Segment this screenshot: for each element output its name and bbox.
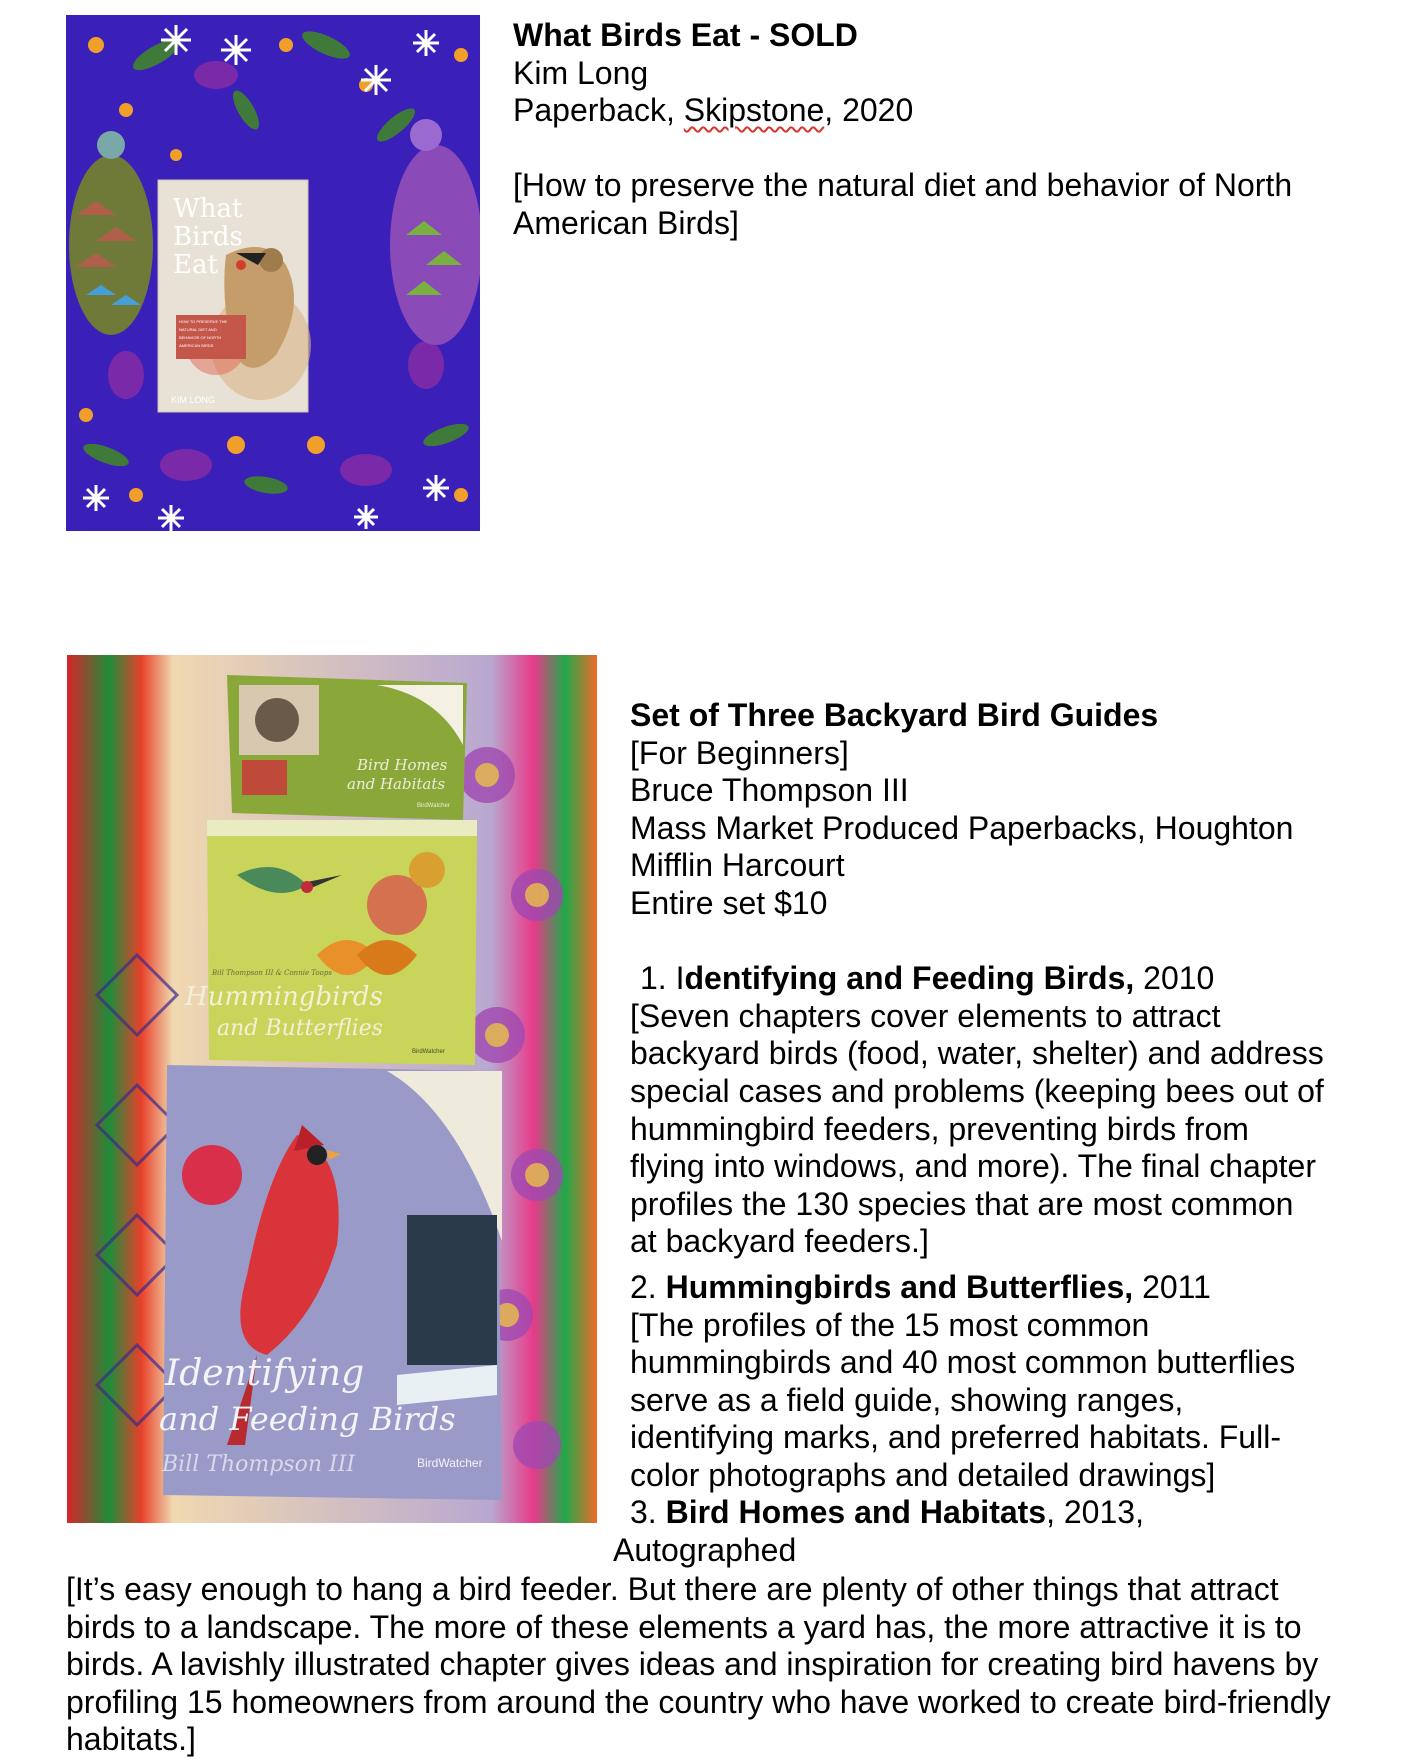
listing1-text: [513, 17, 1292, 243]
listing2-format-line1: Mass Market Produced Paperbacks, Houghton: [630, 809, 1294, 846]
identifying-brand: BirdWatcher: [417, 1456, 483, 1470]
book1-desc-line: at backyard feeders.]: [630, 1223, 929, 1260]
book2-desc-line: identifying marks, and preferred habitats. Full-: [630, 1419, 1281, 1456]
hummingbirds-title-line2: and Butterflies: [217, 1016, 383, 1041]
listing2-title: Set of Three Backyard Bird Guides: [630, 697, 1159, 733]
book1-desc-line: [Seven chapters cover elements to attract: [630, 997, 1221, 1034]
bird-guides-photo: [67, 655, 597, 1523]
listing2-text: [613, 697, 1324, 1570]
book1-year: 2010: [1134, 960, 1215, 997]
book3-title: Bird Homes and Habitats: [665, 1494, 1047, 1531]
bird-homes-title-line1: Bird Homes: [357, 756, 448, 774]
book1-desc-line: hummingbird feeders, preventing birds from: [630, 1110, 1249, 1147]
cover-title-line2: Birds: [173, 222, 243, 252]
book2-desc-line: serve as a field guide, showing ranges,: [630, 1381, 1184, 1418]
listing2-subtitle: [For Beginners]: [630, 734, 849, 771]
book3-num: 3.: [630, 1494, 666, 1531]
bird-homes-title-line2: and Habitats: [347, 775, 446, 793]
book2-year: 2011: [1133, 1268, 1211, 1305]
identifying-birds-cover: [159, 1065, 502, 1500]
listing1-title: What Birds Eat - SOLD: [513, 17, 858, 53]
book3-autographed: Autographed: [613, 1532, 797, 1569]
spellcheck-word-publisher[interactable]: Skipstone: [683, 92, 825, 129]
cover-title-line1: What: [173, 194, 243, 224]
cover-subtitle-line4: AMERICAN BIRDS: [179, 343, 214, 348]
cover-subtitle-line3: BEHAVIOR OF NORTH: [179, 335, 222, 340]
listing2-format-line2: Mifflin Harcourt: [630, 847, 845, 884]
book1-title: dentifying and Feeding Birds,: [684, 960, 1135, 997]
book3-heading: [630, 1494, 1324, 1532]
cover-title-line3: Eat: [173, 250, 218, 280]
cover-subtitle-line2: NATURAL DIET AND: [179, 327, 217, 332]
listing1-desc-line2: American Birds]: [513, 204, 739, 241]
book3-desc: [It’s easy enough to hang a bird feeder. But there are plenty of other things that attract birds to a landscape. The more of these elements a yard has, the more attractive it is to birds. A lavishly illustrated chapter gives ideas and inspiration for creating bird havens by profiling 15 homeowners from around the country who have worked to create bird-friendly habitats.]: [66, 1571, 1331, 1758]
listing1-format: [513, 92, 1292, 130]
identifying-title-line1: Identifying: [165, 1353, 365, 1394]
book1-desc-line: flying into windows, and more). The final chapter: [630, 1148, 1316, 1185]
hummingbirds-author: Bill Thompson III & Connie Toops: [212, 969, 332, 977]
identifying-author: Bill Thompson III: [162, 1452, 356, 1477]
hummingbirds-brand: BirdWatcher: [412, 1049, 445, 1055]
listing2-author: Bruce Thompson III: [630, 772, 909, 809]
format-prefix: Paperback,: [513, 92, 684, 129]
identifying-title-line2: and Feeding Birds: [159, 1400, 456, 1438]
listing1-desc-line1: [How to preserve the natural diet and behavior of North: [513, 167, 1293, 204]
cover-subtitle-line1: HOW TO PRESERVE THE: [179, 319, 228, 324]
format-suffix: , 2020: [824, 92, 914, 129]
cover-author: KIM LONG: [171, 395, 216, 405]
hummingbirds-cover: [184, 820, 477, 1065]
bird-homes-brand: BirdWatcher: [417, 803, 450, 809]
book1-desc-line: backyard birds (food, water, shelter) and address: [630, 1035, 1324, 1072]
book1-desc-line: special cases and problems (keeping bees out of: [630, 1072, 1324, 1109]
what-birds-eat-photo: [66, 15, 480, 531]
bird-homes-cover: [227, 675, 467, 820]
book2-title: Hummingbirds and Butterflies,: [665, 1268, 1134, 1305]
book2-desc-line: [The profiles of the 15 most common: [630, 1306, 1150, 1343]
book1-heading: [630, 960, 1324, 998]
book2-desc-line: color photographs and detailed drawings]: [630, 1456, 1216, 1493]
book3-year: , 2013,: [1046, 1494, 1144, 1531]
listing1-author: Kim Long: [513, 54, 649, 91]
listing2-price: Entire set $10: [630, 884, 828, 921]
book1-desc-line: profiles the 130 species that are most common: [630, 1185, 1294, 1222]
hummingbirds-title-line1: Hummingbirds: [185, 982, 383, 1012]
book2-num: 2.: [630, 1268, 666, 1305]
what-birds-eat-cover: [158, 180, 311, 412]
book1-num: 1. I: [640, 960, 685, 997]
book2-heading: [630, 1269, 1324, 1307]
book2-desc-line: hummingbirds and 40 most common butterflies: [630, 1344, 1296, 1381]
